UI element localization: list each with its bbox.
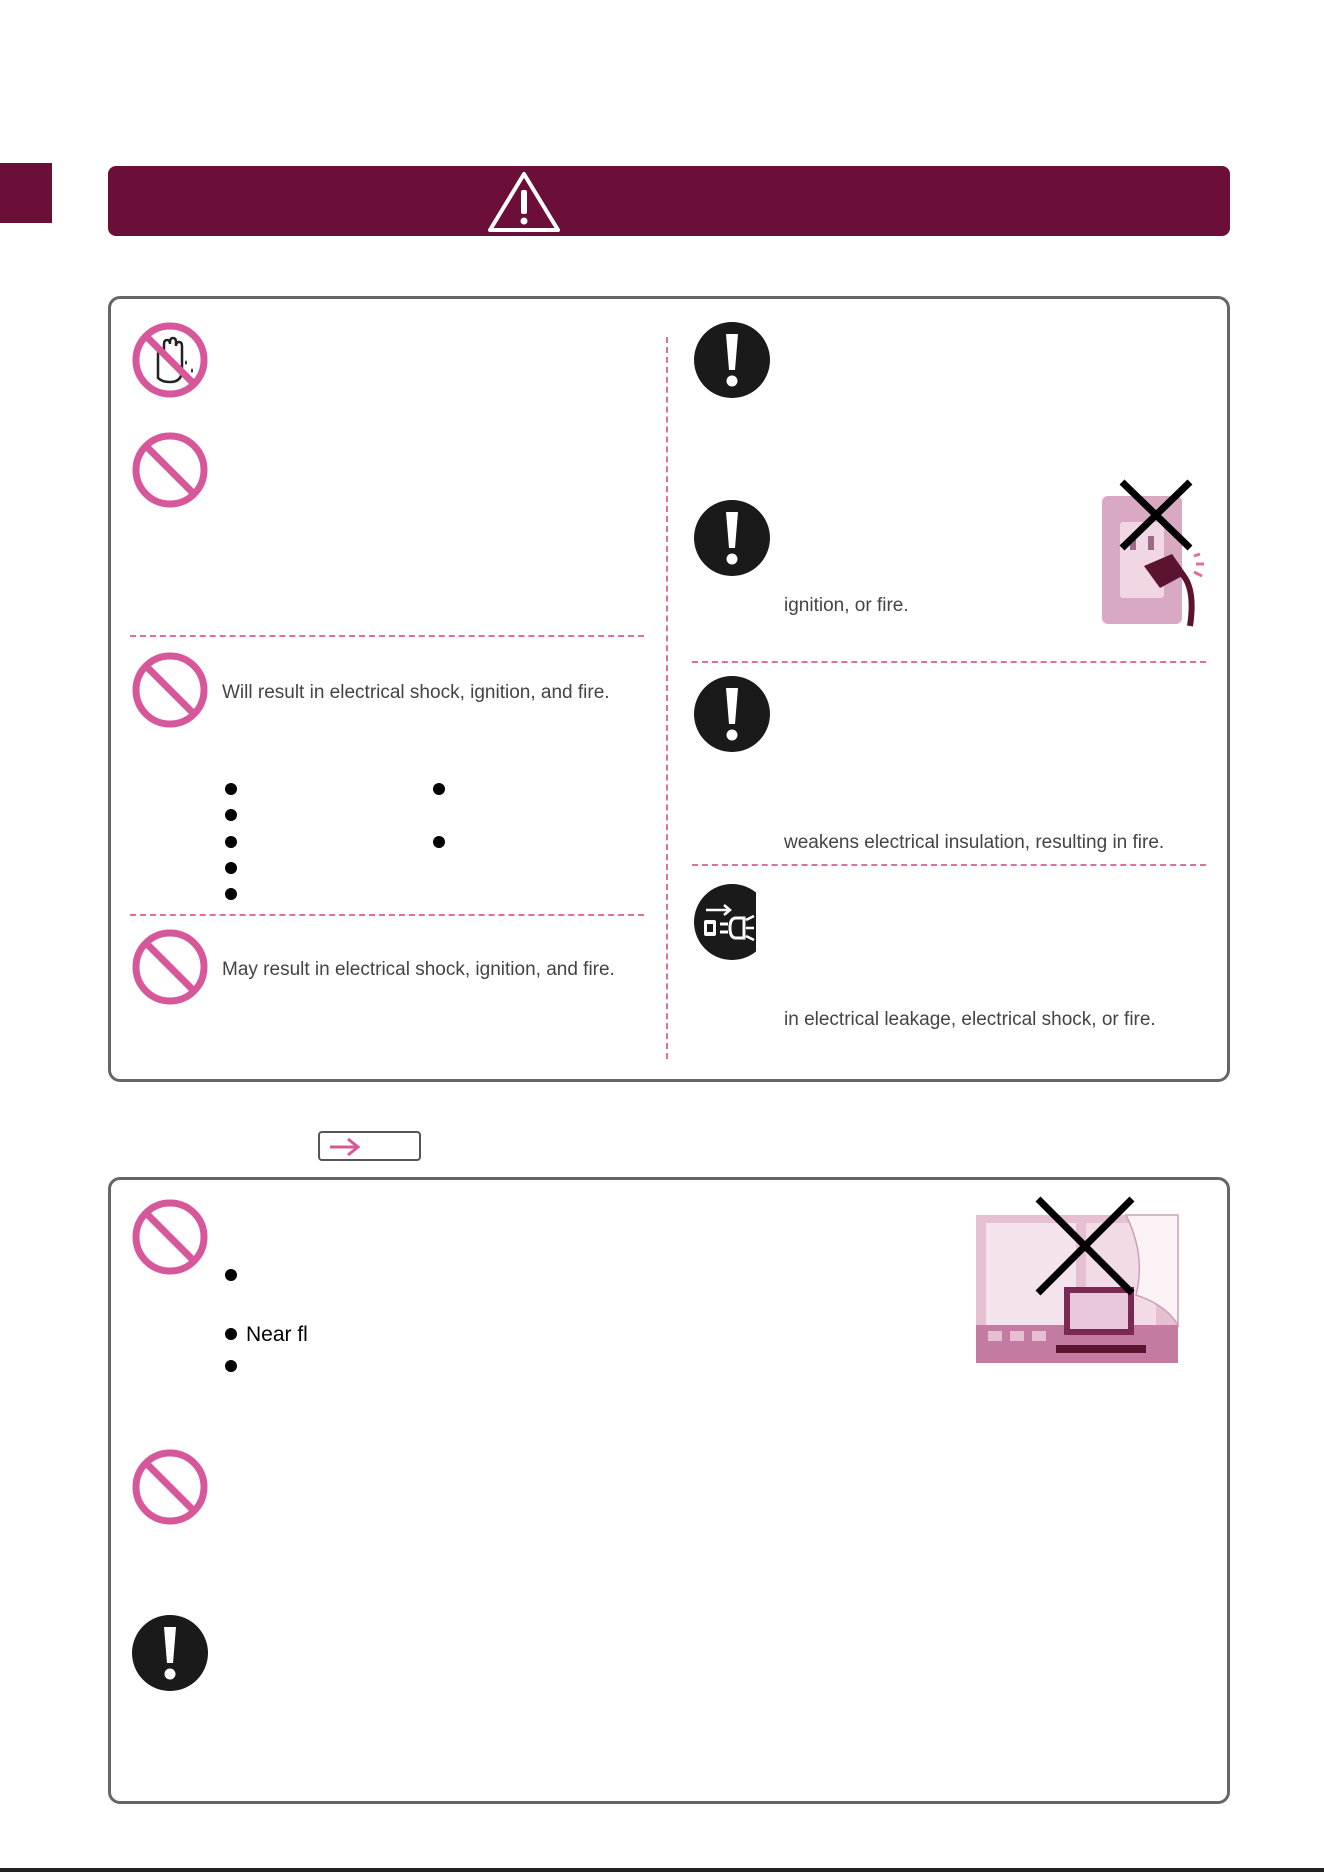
- prohibited-circle-icon: [130, 650, 210, 730]
- prohibited-circle-icon: [130, 430, 210, 510]
- prohibited-circle-icon: [130, 1197, 210, 1277]
- unplug-icon: [692, 882, 772, 962]
- column-divider: [666, 337, 668, 1059]
- mandatory-exclamation-icon: [692, 320, 772, 400]
- list-bullet: [225, 1328, 237, 1340]
- shock-may-text: May result in electrical shock, ignition, and fire.: [222, 959, 615, 980]
- list-bullet: [225, 783, 237, 795]
- section-tab: [0, 163, 52, 223]
- list-bullet: [225, 862, 237, 874]
- list-bullet: [225, 888, 237, 900]
- row-divider: [692, 864, 1206, 866]
- page-reference-box[interactable]: [318, 1131, 421, 1161]
- list-bullet: [225, 1360, 237, 1372]
- insulation-text: weakens electrical insulation, resulting in fire.: [784, 832, 1165, 853]
- list-bullet: [433, 836, 445, 848]
- list-bullet: [225, 1269, 237, 1281]
- row-divider: [130, 914, 644, 916]
- prohibited-circle-icon: [130, 927, 210, 1007]
- mandatory-exclamation-icon: [130, 1613, 210, 1693]
- warning-banner: [108, 166, 1230, 236]
- mandatory-exclamation-icon: [692, 498, 772, 578]
- arrow-right-icon: [326, 1135, 366, 1159]
- row-divider: [130, 635, 644, 637]
- list-bullet: [225, 809, 237, 821]
- footer-rule: [0, 1868, 1324, 1872]
- mandatory-exclamation-icon: [692, 674, 772, 754]
- shock-will-text: Will result in electrical shock, ignition, and fire.: [222, 682, 610, 703]
- outlet-plug-illustration: [1100, 476, 1212, 634]
- prohibited-circle-icon: [130, 1447, 210, 1527]
- leakage-text: in electrical leakage, electrical shock, or fire.: [784, 1009, 1156, 1030]
- near-label: Near fl: [246, 1323, 308, 1346]
- list-bullet: [433, 783, 445, 795]
- list-bullet: [225, 836, 237, 848]
- warning-triangle-icon: [486, 166, 562, 236]
- window-sunlight-illustration: [976, 1195, 1180, 1365]
- row-divider: [692, 661, 1206, 663]
- ignition-text: ignition, or fire.: [784, 595, 909, 616]
- no-wet-hands-icon: [130, 320, 210, 400]
